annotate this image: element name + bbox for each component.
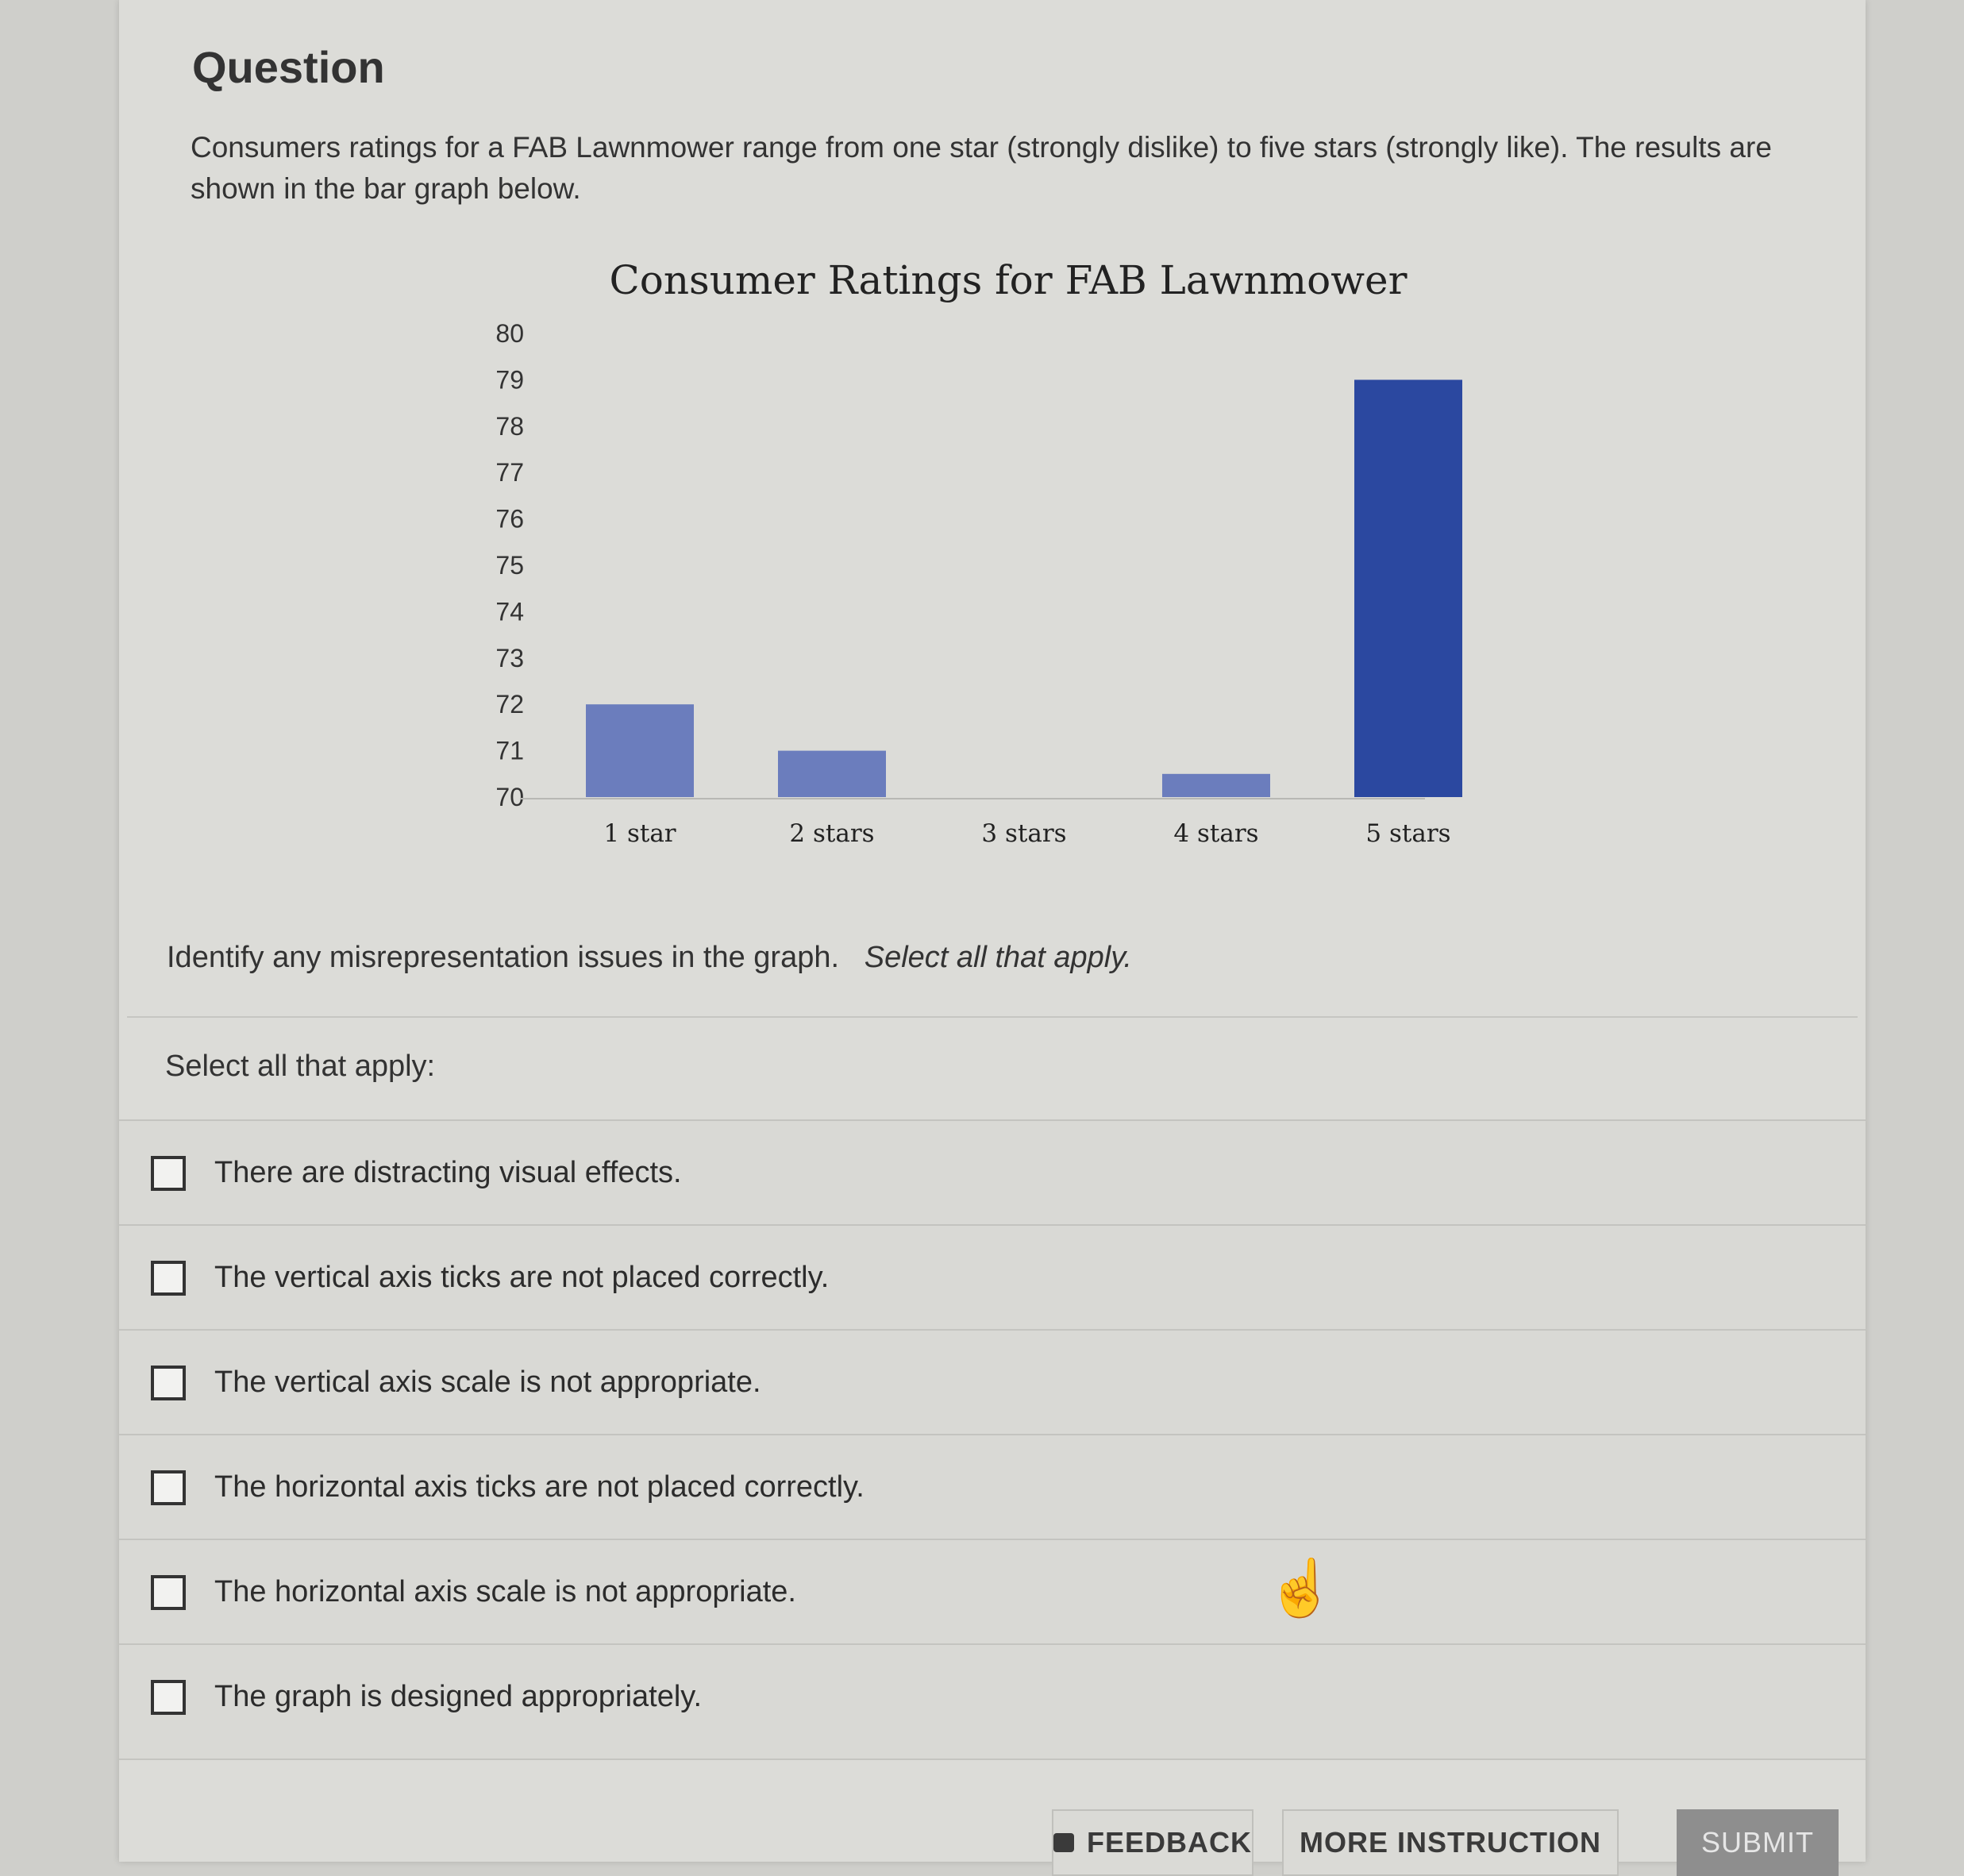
x-tick-label: 2 stars [789, 819, 875, 848]
y-tick-label: 80 [495, 319, 524, 348]
checkbox[interactable] [151, 1470, 186, 1505]
bar-5 [1354, 379, 1462, 797]
y-tick-label: 77 [495, 458, 524, 487]
option-horizontal-ticks[interactable] [119, 1434, 1866, 1540]
chart-title: Consumer Ratings for FAB Lawnmower [609, 257, 1408, 303]
y-tick-label: 74 [495, 597, 524, 626]
select-label-row [127, 1016, 1858, 1121]
option-vertical-scale[interactable] [119, 1329, 1866, 1435]
y-tick-label: 79 [495, 365, 524, 395]
action-bar [119, 1759, 1866, 1863]
hand-pointer-icon: ☝ [1266, 1557, 1336, 1619]
y-tick-label: 71 [495, 736, 524, 765]
x-tick-label: 3 stars [981, 819, 1067, 848]
y-tick-label: 76 [495, 504, 524, 534]
bar-1 [586, 704, 694, 797]
more-instruction-button[interactable]: MORE INSTRUCTION [1282, 1809, 1619, 1876]
bars [586, 379, 1462, 797]
checkbox[interactable] [151, 1575, 186, 1610]
x-axis-ticks [603, 819, 1450, 848]
y-tick-label: 72 [495, 690, 524, 719]
bar-2 [778, 751, 886, 797]
prompt-text: Identify any misrepresentation issues in the graph. [167, 941, 840, 974]
feedback-button[interactable] [1052, 1809, 1253, 1876]
option-designed-appropriately[interactable] [119, 1643, 1866, 1760]
checkbox[interactable] [151, 1156, 186, 1191]
y-tick-label: 75 [495, 551, 524, 580]
x-tick-label: 1 star [603, 819, 676, 848]
y-tick-label: 78 [495, 411, 524, 441]
option-label: There are distracting visual effects. [214, 1156, 682, 1189]
option-label: The vertical axis ticks are not placed correctly. [214, 1261, 830, 1294]
feedback-label: FEEDBACK [1086, 1826, 1252, 1859]
select-all-label: Select all that apply: [165, 1050, 436, 1083]
question-title: Question [192, 42, 385, 92]
question-text: Consumers ratings for a FAB Lawnmower range from one star (strongly dislike) to five stars (strongly like). The results are shown in the bar graph below. [191, 131, 1772, 205]
y-axis-ticks [495, 319, 524, 811]
y-tick-label: 73 [495, 643, 524, 672]
checkbox[interactable] [151, 1366, 186, 1400]
question-prompt [167, 941, 1132, 975]
option-vertical-ticks[interactable] [119, 1224, 1866, 1331]
x-tick-label: 4 stars [1173, 819, 1259, 848]
question-page [119, 0, 1866, 1862]
option-label: The vertical axis scale is not appropriate. [214, 1366, 761, 1399]
y-tick-label: 70 [495, 783, 524, 811]
x-tick-label: 5 stars [1365, 819, 1451, 848]
option-label: The graph is designed appropriately. [214, 1680, 703, 1713]
option-distracting-visual-effects[interactable] [119, 1119, 1866, 1226]
option-label: The horizontal axis scale is not appropriate. [214, 1575, 796, 1608]
option-label: The horizontal axis ticks are not placed correctly. [214, 1470, 865, 1504]
bar-chart [119, 0, 1866, 913]
checkbox[interactable] [151, 1680, 186, 1715]
option-horizontal-scale[interactable] [119, 1539, 1866, 1645]
checkbox[interactable] [151, 1261, 186, 1296]
bar-4 [1162, 774, 1270, 797]
feedback-icon [1053, 1833, 1074, 1852]
submit-button[interactable]: SUBMIT [1677, 1809, 1839, 1876]
prompt-instruction: Select all that apply. [864, 941, 1132, 974]
